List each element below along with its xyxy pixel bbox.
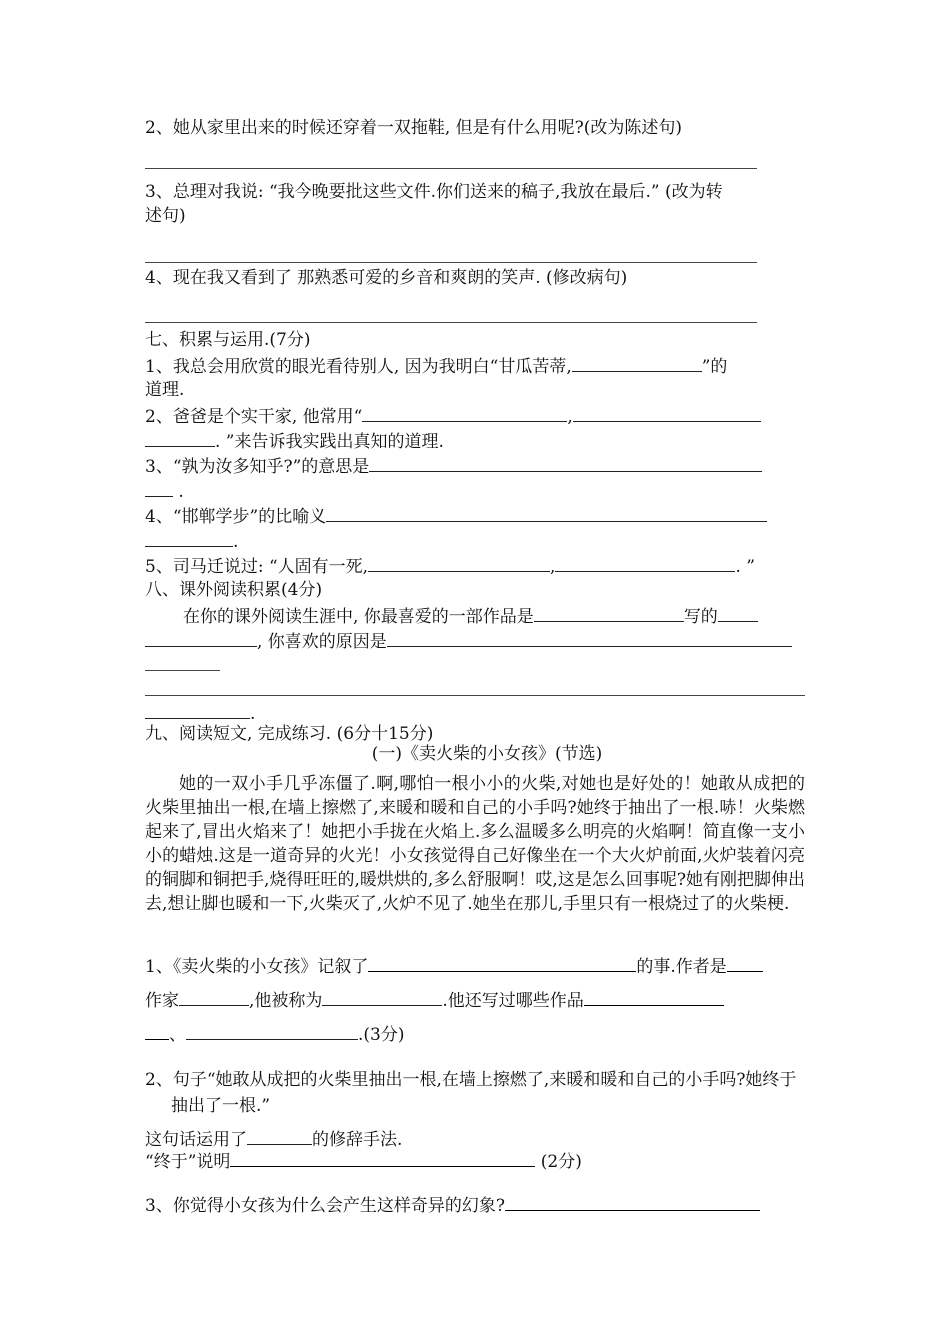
accumulate-q1: 1、我总会用欣赏的眼光看待别人, 因为我明白“甘瓜苦蒂, ”的 — [145, 353, 727, 379]
blank-input[interactable] — [362, 403, 567, 422]
accumulate-q4: 4、“邯郸学步”的比喻义 — [145, 503, 767, 529]
blank-input[interactable] — [572, 353, 702, 372]
blank-input[interactable] — [368, 953, 636, 972]
reading-favorite-line2: , 你喜欢的原因是 — [145, 628, 792, 654]
blank-input[interactable] — [145, 478, 173, 497]
blank-input[interactable] — [573, 403, 761, 422]
blank-input[interactable] — [145, 428, 215, 447]
blank-input[interactable] — [322, 987, 442, 1006]
blank-input[interactable] — [584, 987, 724, 1006]
blank-input[interactable] — [368, 553, 550, 572]
section7-heading: 七、积累与运用.(7分) — [145, 330, 311, 350]
passage-text: 她的一双小手几乎冻僵了.啊,哪怕一根小小的火柴,对她也是好处的！她敢从成把的火柴里抽出一根,在墙上擦燃了,来暖和暖和自己的小手吗?她终于抽出了一根.哧！火柴燃起来了,冒出火焰来了！她把小手拢在火焰上.多么温暖多么明亮的火焰啊！简直像一支小小的蜡烛.这是一道奇异的火光！小女孩觉得自己好像坐在一个大火炉前面,火炉装着闪亮的铜脚和铜把手,烧得旺旺的,暖烘烘的,多么舒服啊！哎,这是怎么回事呢?她有刚把脚伸出去,想让脚也暖和一下,火柴灭了,火炉不见了.她坐在那儿,手里只有一根烧过了的火柴梗. — [145, 774, 805, 914]
reading-q2-rhetoric: 这句话运用了 的修辞手法. — [145, 1126, 810, 1153]
blank-input[interactable] — [326, 503, 767, 522]
reading-q2: 2、句子“她敢从成把的火柴里抽出一根,在墙上擦燃了,来暖和暖和自己的小手吗?她终于抽出了一根.” — [145, 1070, 797, 1116]
passage-title: (一)《卖火柴的小女孩》(节选) — [371, 744, 603, 764]
answer-line[interactable] — [145, 670, 220, 671]
blank-input[interactable] — [230, 1148, 535, 1167]
answer-line[interactable] — [145, 168, 757, 169]
blank-input[interactable] — [387, 628, 792, 647]
blank-input[interactable] — [186, 1021, 358, 1040]
blank-input[interactable] — [534, 603, 684, 622]
accumulate-q5: 5、司马迁说过: “人固有一死, , . ” — [145, 553, 755, 579]
answer-line[interactable] — [145, 322, 757, 323]
section8-heading: 八、课外阅读积累(4分) — [145, 580, 323, 600]
blank-input[interactable] — [369, 453, 762, 472]
reading-q1-line1: 1、《卖火柴的小女孩》记叙了 的事.作者是 — [145, 953, 810, 980]
accumulate-q1-cont: 道理. — [145, 380, 185, 400]
blank-input[interactable] — [145, 700, 250, 719]
accumulate-q2: 2、爸爸是个实干家, 他常用“ , — [145, 403, 761, 429]
reading-q1-line2: 作家 ,他被称为 .他还写过哪些作品 — [145, 987, 810, 1014]
blank-input[interactable] — [145, 628, 257, 647]
rewrite-question-4: 4、现在我又看到了 那熟悉可爱的乡音和爽朗的笑声. (修改病句) — [145, 268, 628, 288]
accumulate-q3: 3、“孰为汝多知乎?”的意思是 — [145, 453, 762, 479]
blank-input[interactable] — [145, 1021, 169, 1040]
reading-q3: 3、你觉得小女孩为什么会产生这样奇异的幻象? — [145, 1192, 810, 1219]
accumulate-q2-cont: . ”来告诉我实践出真知的道理. — [145, 428, 444, 454]
reading-favorite-line1: 在你的课外阅读生涯中, 你最喜爱的一部作品是 写的 — [183, 603, 758, 629]
blank-input[interactable] — [727, 953, 763, 972]
answer-line[interactable] — [145, 262, 757, 263]
answer-line[interactable] — [145, 695, 805, 696]
reading-q1-line3: 、 .(3分) — [145, 1021, 810, 1048]
blank-input[interactable] — [145, 528, 233, 547]
rewrite-question-3-line1: 3、总理对我说: “我今晚要批这些文件.你们送来的稿子,我放在最后.” (改为转 — [145, 182, 723, 202]
rewrite-question-2: 2、她从家里出来的时候还穿着一双拖鞋, 但是有什么用呢?(改为陈述句) — [145, 118, 683, 138]
blank-input[interactable] — [179, 987, 249, 1006]
rewrite-question-3-line2: 述句) — [145, 206, 186, 226]
blank-input[interactable] — [718, 603, 758, 622]
reading-q2-finally: “终于”说明 (2分) — [145, 1148, 810, 1175]
blank-input[interactable] — [247, 1126, 312, 1145]
accumulate-q3-cont: . — [145, 478, 184, 504]
blank-input[interactable] — [555, 553, 735, 572]
accumulate-q4-cont: . — [145, 528, 238, 554]
blank-input[interactable] — [505, 1192, 760, 1211]
reading-favorite-end: . — [145, 700, 255, 726]
section9-heading: 九、阅读短文, 完成练习. (6分十15分) — [145, 724, 434, 744]
